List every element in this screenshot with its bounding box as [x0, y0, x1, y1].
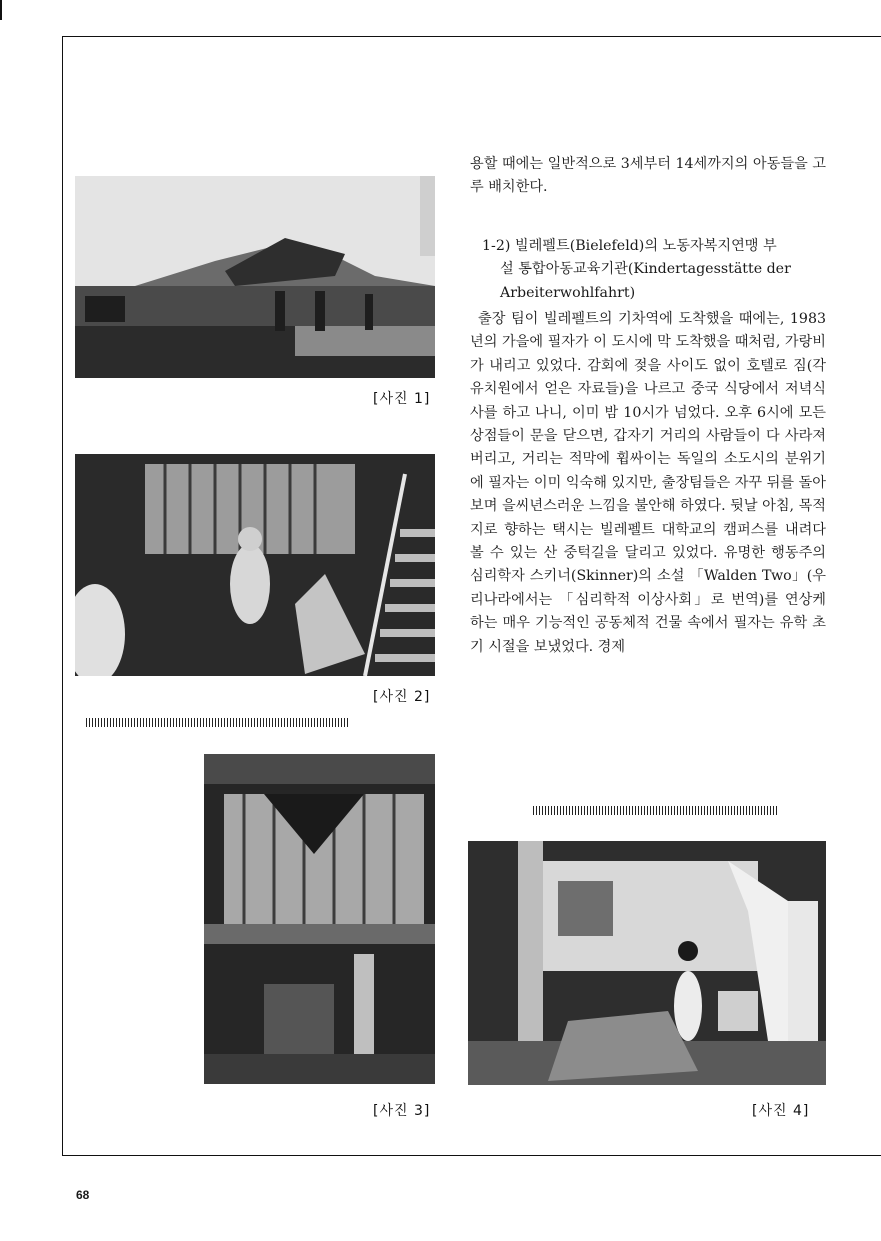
- photo-3: [204, 754, 435, 1084]
- right-hatch-divider: [533, 806, 779, 815]
- bottom-rule: [62, 1155, 881, 1156]
- corner-mark: [0, 0, 2, 20]
- section-heading: 1-2) 빌레펠트(Bielefeld)의 노동자복지연맹 부 설 통합아동교육기관(Kindertagesstätte der Arbeiterwohlfahrt): [482, 238, 791, 301]
- intro-paragraph: 용할 때에는 일반적으로 3세부터 14세까지의 아동들을 고루 배치한다.: [470, 156, 826, 196]
- photo-1-caption: [사진 1]: [373, 391, 431, 407]
- top-rule: [62, 36, 881, 37]
- left-rule: [62, 36, 63, 1156]
- left-hatch-divider: [86, 718, 348, 727]
- photo-4: [468, 841, 826, 1085]
- photo-2-caption: [사진 2]: [373, 689, 431, 705]
- photo-4-caption: [사진 4]: [752, 1103, 810, 1119]
- photo-1: [75, 176, 435, 378]
- photo-2: [75, 454, 435, 676]
- photo-3-caption: [사진 3]: [373, 1103, 431, 1119]
- page-number: 68: [76, 1188, 90, 1202]
- body-paragraph: 출장 팀이 빌레펠트의 기차역에 도착했을 때에는, 1983년의 가을에 필자가 이 도시에 막 도착했을 때처럼, 가랑비가 내리고 있었다. 감회에 젖을 사이도 없이 호텔로 짐(각 유치원에서 얻은 자료들)을 나르고 중국 식당에서 저녁식사를 하고 나니, 이미 밤 10시가 넘었다. 오후 6시에 모든 상점들이 문을 닫으면, 갑자기 거리의 사람들이 다 사라져 버리고, 거리는 적막에 휩싸이는 독일의 소도시의 분위기에 필자는 이미 익숙해 있지만, 출장팀들은 자꾸 뒤를 돌아보며 을씨년스러운 느낌을 불안해 하였다. 뒷날 아침, 목적지로 향하는 택시는 빌레펠트 대학교의 캠퍼스를 내려다 볼 수 있는 산 중턱길을 달리고 있었다. 유명한 행동주의 심리학자 스키너(Skinner)의 소설 「Walden Two」(우리나라에서는 「심리학적 이상사회」로 번역)를 연상케 하는 매우 기능적인 공동체적 건물 속에서 필자는 유학 초기 시절을 보냈었다. 경제: [470, 311, 826, 655]
